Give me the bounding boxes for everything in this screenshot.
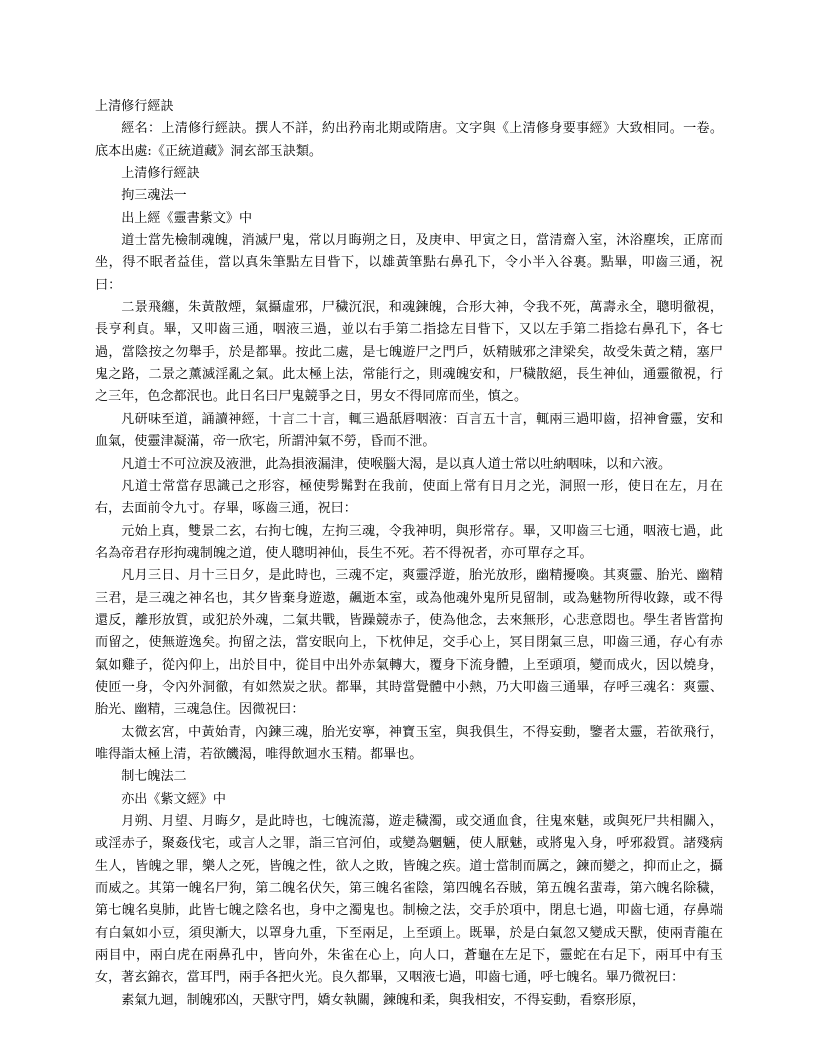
inner-title-heading: 上清修行經訣 xyxy=(121,166,200,182)
document-title: 上清修行經訣 xyxy=(95,99,174,114)
body-paragraph: 凡月三日、月十三日夕，是此時也，三魂不定，爽靈浮遊，胎光放形，幽精擾喚。其爽靈、胎光、幽精三君，是三魂之神名也，其夕皆棄身遊遨，飆逝本室，或為他魂外鬼所見留制，或為魅物所得收錄，或不得還反，離形放質，或犯於外魂，二氣共戰，皆躁競赤子，使為他念，去來無形，心悲意悶也。學生者皆當拘而留之，使無遊逸矣。拘留之法，當安眠向上，下枕伸足，交手心上，冥目閉氣三息，叩齒三通，存心有赤氣如雞子，從內仰上，出於目中，從目中出外赤氣轉大，覆身下流身體，上至頭項，變而成火，因以燒身，使匝一身，令內外洞徹，有如然炭之狀。都畢，其時當覺體中小熱，乃大叩齒三通畢，存呼三魂名：爽靈、胎光、幽精，三魂急住。因微祝曰： xyxy=(95,568,723,718)
body-paragraph: 凡研味至道，誦讀神經，十言二十言，輒三過舐唇咽液：百言五十言，輒兩三過叩齒，招神會靈，安和血氣，使靈津凝滿，帝一欣宅，所謂沖氣不勞，昏而不泄。 xyxy=(95,411,723,450)
document-body xyxy=(95,96,723,1012)
body-paragraph: 元始上真，雙景二玄，右拘七魄，左拘三魂，令我神明，與形常存。畢，又叩齒三七通，咽液七過，此名為帝君存形拘魂制魄之道，使人聰明神仙，長生不死。若不得祝者，亦可單存之耳。 xyxy=(95,523,723,561)
body-paragraph: 太微玄宮，中黃始青，內鍊三魂，胎光安寧，神寶玉室，與我俱生，不得妄動，鑒者太靈，若欲飛行，唯得詣太極上清，若欲饑渴，唯得飲迴水玉精。都畢也。 xyxy=(95,724,723,762)
section-one-source-note: 出上經《靈書紫文》中 xyxy=(121,210,253,226)
body-paragraph: 素氣九迴，制魄邪凶，天獸守門，嬌女執關，鍊魄和柔，與我相安，不得妄動，看察形原， xyxy=(121,992,645,1008)
body-paragraph: 月朔、月望、月晦夕，是此時也，七魄流蕩，遊走穢濁，或交通血食，往鬼來魅，或與死尸共相關入，或淫赤子，聚姦伐宅，或言人之罪，詣三官河伯，或變為魍魎，使人厭魅，或將鬼入身，呼邪殺質。諸殘病生人，皆魄之罪，樂人之死，皆魄之性，欲人之敗，皆魄之疾。道士當制而厲之，鍊而變之，抑而止之，攝而威之。其第一魄名尸狗，第二魄名伏矢，第三魄名雀陰，第四魄名吞賊，第五魄名蜚毒，第六魄名除穢，第七魄名臭肺，此皆七魄之陰名也，身中之濁鬼也。制檢之法，交手於項中，閉息七過，叩齒七通，存鼻端有白氣如小豆，須臾漸大，以罩身九重，下至兩足，上至頭上。既畢，於是白氣忽又變成天獸，使兩青龍在兩目中，兩白虎在兩鼻孔中，皆向外，朱雀在心上，向人口，蒼龜在左足下，靈蛇在右足下，兩耳中有玉女，著玄錦衣，當耳門，兩手各把火光。良久都畢，又咽液七過，叩齒七通，呼七魄名。畢乃微祝曰： xyxy=(95,814,723,986)
section-heading-one: 拘三魂法一 xyxy=(121,188,187,204)
colophon-paragraph: 經名：上清修行經訣。撰人不詳，約出矜南北期或隋唐。文字與《上清修身要事經》大致相同。一卷。底本出處:《正統道藏》洞玄部玉訣類。 xyxy=(95,121,723,159)
body-paragraph: 凡道士常當存思識己之形容，極使髣髴對在我前，使面上常有日月之光，洞照一形，使日在左，月在右，去面前令九寸。存畢，啄齒三通，祝曰： xyxy=(95,478,723,517)
body-paragraph: 二景飛纏，朱黃散煙，氣攝虛邪，尸穢沉泯，和魂鍊魄，合形大神，令我不死，萬壽永全，聰明徹視，長亨利貞。畢，又叩齒三通，咽液三過，並以右手第二指捻左目眥下，又以左手第二指捻右鼻孔下，各七過，當陰按之勿舉手，於是都畢。按此二處，是七魄遊尸之門戶，妖精賊邪之津梁矣，故受朱黃之精，塞尸鬼之路，二景之薰滅淫亂之氣。此太極上法，常能行之，則魂魄安和，尸穢散絕，長生神仙，通靈徹視，行之三年，色念都泯也。此日名曰尸鬼競爭之日，男女不得同席而坐，慎之。 xyxy=(95,300,723,405)
section-two-source-note: 亦出《紫文經》中 xyxy=(121,791,226,807)
section-heading-two: 制七魄法二 xyxy=(121,769,187,785)
body-paragraph: 凡道士不可泣淚及液泄，此為損液漏津，使喉腦大渴，是以真人道士常以吐納咽味，以和六液。 xyxy=(121,456,672,472)
body-paragraph: 道士當先檢制魂魄，消滅尸鬼，常以月晦朔之日，及庚申、甲寅之日，當清齋入室，沐浴塵埃，正席而坐，得不眠者益佳，當以真朱筆點左目眥下，以雄黃筆點右鼻孔下，令小半入谷裏。點畢，叩齒三通，祝曰： xyxy=(95,233,723,293)
